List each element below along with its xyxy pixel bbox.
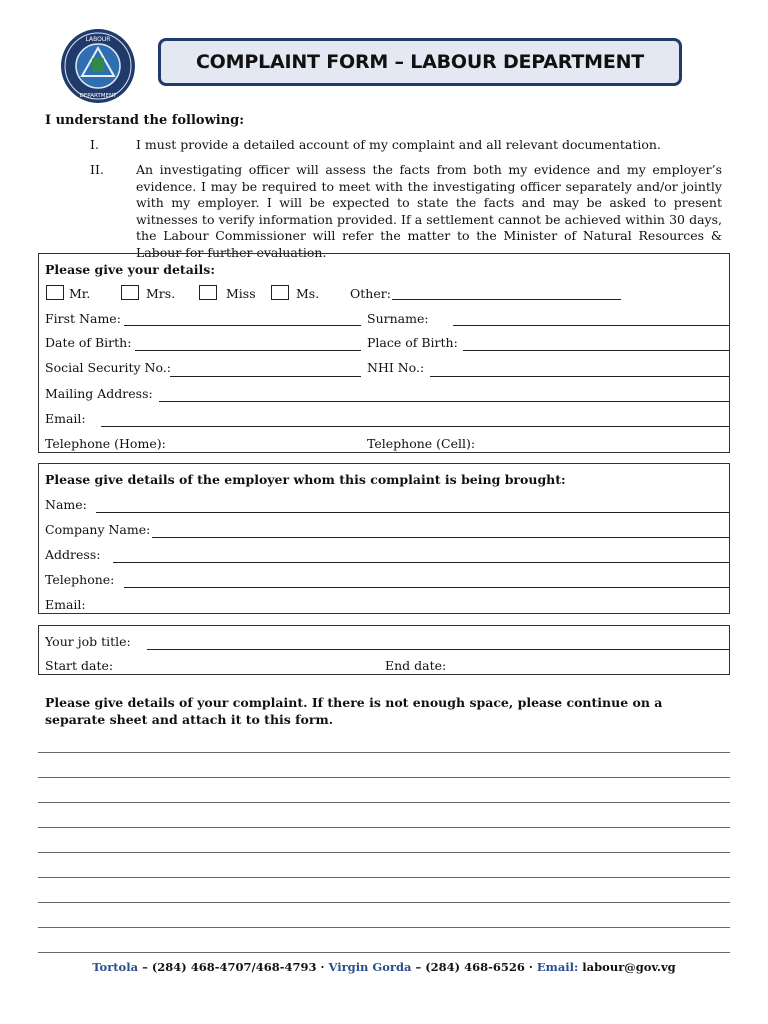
form-title-banner [158, 38, 682, 86]
virgin-gorda-label: Virgin Gorda [328, 960, 412, 974]
surname-field[interactable] [453, 325, 729, 326]
mailing-address-label: Mailing Address: [45, 386, 153, 401]
dob-label: Date of Birth: [45, 335, 132, 350]
employer-address-field[interactable] [113, 562, 729, 563]
personal-details-section [38, 253, 730, 453]
email-footer-label: Email: [536, 960, 579, 974]
labour-department-logo [60, 28, 136, 104]
intro-heading: I understand the following: [45, 113, 245, 128]
complaint-line[interactable] [38, 802, 730, 803]
tortola-label: Tortola [92, 960, 139, 974]
ssn-field[interactable] [170, 376, 361, 377]
email-field[interactable] [101, 426, 729, 427]
item-number: I. [90, 137, 99, 152]
nhi-field[interactable] [430, 376, 729, 377]
telephone-home-label: Telephone (Home): [45, 436, 166, 451]
pob-label: Place of Birth: [367, 335, 458, 350]
first-name-field[interactable] [124, 325, 361, 326]
miss-label: Miss [226, 286, 256, 301]
start-date-label: Start date: [45, 658, 114, 673]
ssn-label: Social Security No.: [45, 360, 171, 375]
employer-telephone-label: Telephone: [45, 572, 115, 587]
nhi-label: NHI No.: [367, 360, 425, 375]
svg-text:DEPARTMENT: DEPARTMENT [79, 93, 117, 99]
mrs-label: Mrs. [146, 286, 176, 301]
item-text: An investigating officer will assess the facts from both my evidence and my employer’s evidence. I may be required to meet with the investigating officer separately and/or jointly with my employer. I will be expected to state the facts and may be asked to present witnesses to verify information provided. If a settlement cannot be achieved within 30 days, the Labour Commissioner will refer the matter to the Minister of Natural Resources & Labour for further evaluation. [136, 162, 722, 260]
employer-address-label: Address: [45, 547, 101, 562]
complaint-heading: Please give details of your complaint. If there is not enough space, please continue on a separate sheet and attach it to this form. [45, 695, 663, 727]
ms-label: Ms. [296, 286, 320, 301]
complaint-line[interactable] [38, 777, 730, 778]
employer-name-field[interactable] [96, 512, 729, 513]
mailing-address-field[interactable] [159, 401, 729, 402]
job-title-field[interactable] [147, 649, 729, 650]
surname-label: Surname: [367, 311, 429, 326]
other-field[interactable] [392, 299, 621, 300]
contact-footer [0, 960, 768, 974]
employer-email-label: Email: [45, 597, 86, 612]
job-details-section [38, 625, 730, 675]
form-title: COMPLAINT FORM – LABOUR DEPARTMENT [195, 51, 645, 73]
employer-heading: Please give details of the employer whom this complaint is being brought: [45, 472, 566, 487]
company-name-field[interactable] [152, 537, 729, 538]
mrs-checkbox[interactable] [121, 285, 139, 300]
mr-label: Mr. [69, 286, 91, 301]
complaint-line[interactable] [38, 952, 730, 953]
virgin-gorda-phone: – (284) 468-6526 · [411, 960, 537, 974]
mr-checkbox[interactable] [46, 285, 64, 300]
first-name-label: First Name: [45, 311, 121, 326]
svg-text:LABOUR: LABOUR [85, 36, 111, 43]
pob-field[interactable] [463, 350, 729, 351]
tortola-phone: – (284) 468-4707/468-4793 · [138, 960, 329, 974]
employer-telephone-field[interactable] [124, 587, 729, 588]
complaint-line[interactable] [38, 852, 730, 853]
item-text: I must provide a detailed account of my complaint and all relevant documentation. [136, 137, 661, 152]
complaint-line[interactable] [38, 902, 730, 903]
job-title-label: Your job title: [45, 634, 131, 649]
other-label: Other: [350, 286, 391, 301]
ms-checkbox[interactable] [271, 285, 289, 300]
item-number: II. [90, 162, 104, 177]
miss-checkbox[interactable] [199, 285, 217, 300]
complaint-line[interactable] [38, 827, 730, 828]
company-name-label: Company Name: [45, 522, 151, 537]
complaint-line[interactable] [38, 877, 730, 878]
end-date-label: End date: [385, 658, 447, 673]
footer-email[interactable]: labour@gov.vg [578, 960, 676, 974]
email-label: Email: [45, 411, 86, 426]
complaint-line[interactable] [38, 927, 730, 928]
telephone-cell-label: Telephone (Cell): [367, 436, 476, 451]
dob-field[interactable] [135, 350, 361, 351]
employer-name-label: Name: [45, 497, 87, 512]
personal-details-heading: Please give your details: [45, 262, 215, 277]
complaint-line[interactable] [38, 752, 730, 753]
